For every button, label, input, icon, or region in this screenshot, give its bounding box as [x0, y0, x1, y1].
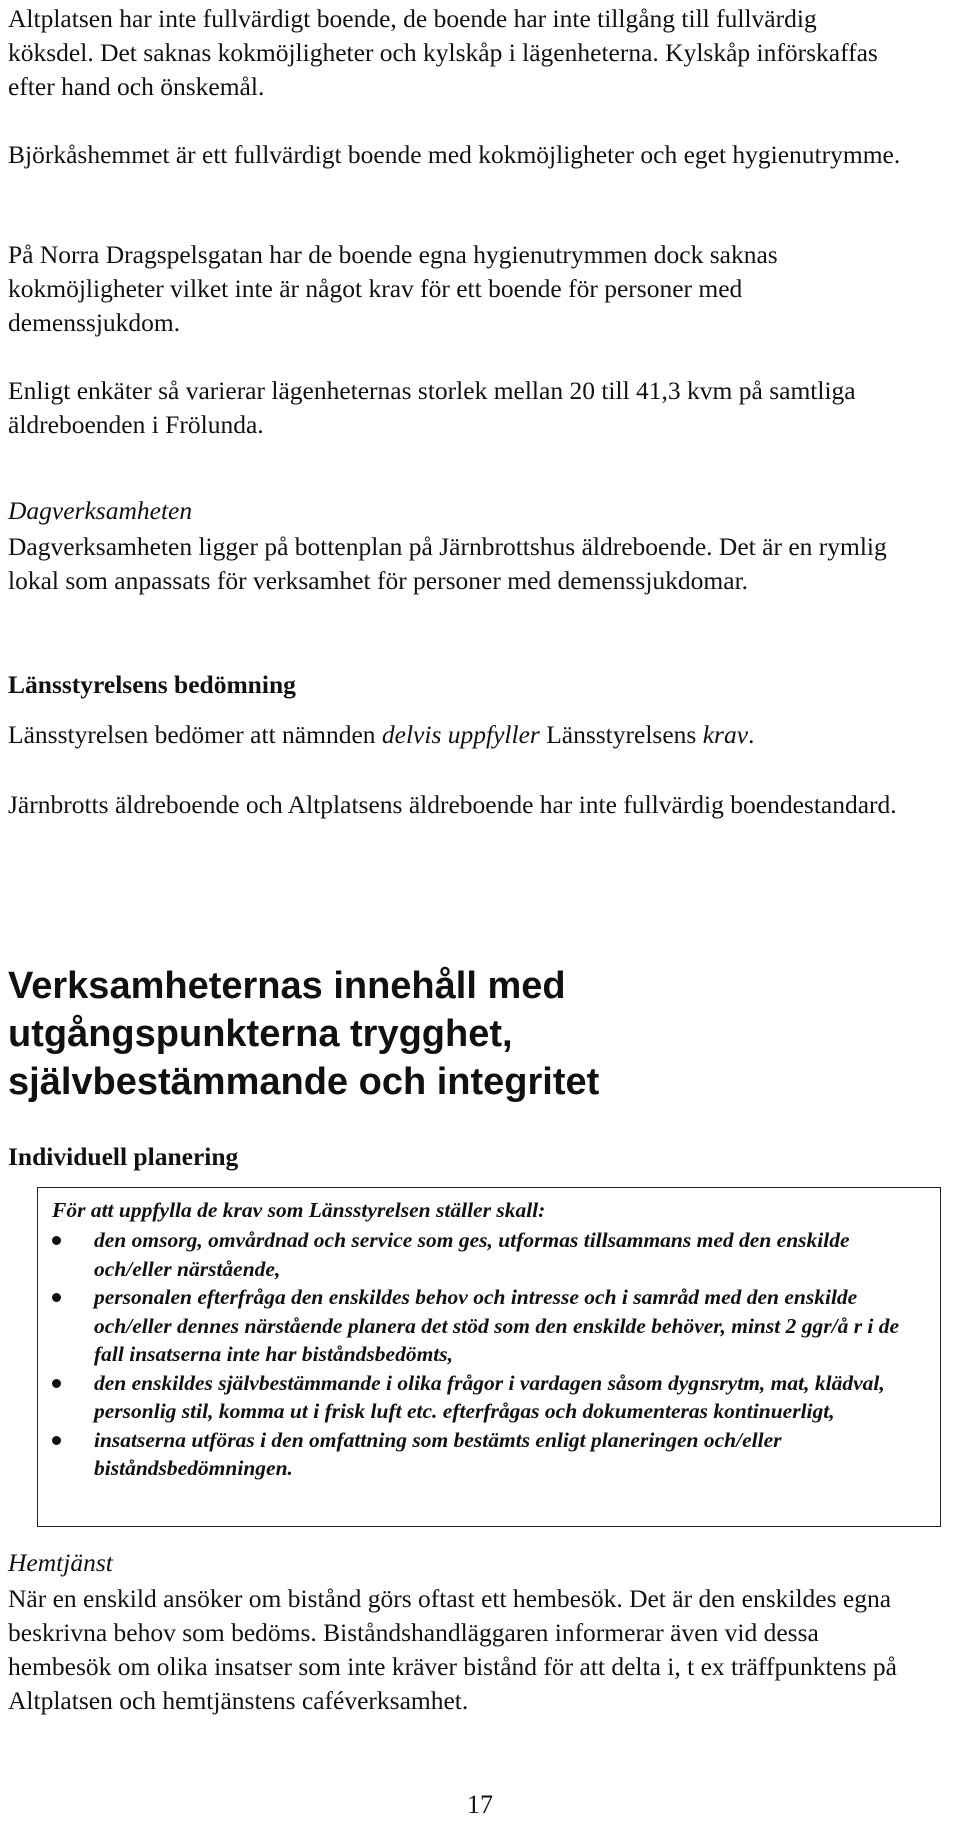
bullet-icon: [52, 1293, 61, 1302]
list-item-text: personalen efterfråga den enskildes behov och intresse och i samråd med den enskilde och/eller dennes närstående planera det stöd som den enskilde behöver, minst 2 ggr/å r i de fall insatserna inte har biståndsbedömts,: [94, 1285, 900, 1366]
bullet-icon: [52, 1436, 61, 1445]
dagverksamheten-heading: Dagverksamheten: [8, 496, 193, 525]
page-number: 17: [467, 1790, 493, 1819]
requirements-box: [37, 1187, 941, 1527]
bullet-icon: [52, 1236, 61, 1245]
dagverksamheten-paragraph: Dagverksamheten ligger på bottenplan på Järnbrottshus äldreboende. Det är en rymlig lokal som anpassats för verksamhet för personer med demenssjukdomar.: [8, 532, 887, 595]
bullet-icon: [52, 1379, 61, 1388]
paragraph-altplatsen: Altplatsen har inte fullvärdigt boende, de boende har inte tillgång till fullvärdig köksdel. Det saknas kokmöjligheter och kylskåp i lägenheterna. Kylskåp införskaffas efter hand och önskemål.: [8, 4, 878, 101]
list-item-text: insatserna utföras i den omfattning som bestämts enligt planeringen och/eller biståndsbedömningen.: [94, 1427, 782, 1480]
hemtjanst-paragraph: När en enskild ansöker om bistånd görs oftast ett hembesök. Det är den enskildes egna beskrivna behov som bedöms. Biståndshandläggaren informerar även vid dessa hembesök om olika insatser som inte kräver bistånd för att delta i, t ex träffpunktens på Altplatsen och hemtjänstens caféverksamhet.: [8, 1584, 897, 1715]
paragraph-enkater: Enligt enkäter så varierar lägenheternas storlek mellan 20 till 41,3 kvm på samtliga äldreboenden i Frölunda.: [8, 376, 856, 439]
bedomning-paragraph-2: Järnbrotts äldreboende och Altplatsens äldreboende har inte fullvärdig boendestandard.: [8, 790, 897, 819]
list-item-text: den enskildes självbestämmande i olika frågor i vardagen såsom dygnsrytm, mat, klädval, personlig stil, komma ut i frisk luft etc. efterfrågas och dokumenteras kontinuerligt,: [94, 1370, 885, 1423]
paragraph-bjorkashemmet: Björkåshemmet är ett fullvärdigt boende med kokmöjligheter och eget hygienutrymme.: [8, 140, 901, 169]
hemtjanst-heading: Hemtjänst: [8, 1548, 113, 1577]
section-title: Verksamheternas innehåll med utgångspunkterna trygghet, självbestämmande och integritet: [8, 965, 600, 1103]
list-item: [38, 1283, 940, 1369]
bedomning-text-suffix: .: [748, 720, 755, 749]
list-item: [38, 1226, 940, 1283]
list-item: [38, 1369, 940, 1426]
bedomning-emphasis-krav: krav: [702, 720, 749, 749]
requirements-box-title: För att uppfylla de krav som Länsstyrelsen ställer skall:: [52, 1198, 546, 1222]
bedomning-emphasis: delvis uppfyller: [381, 720, 540, 749]
individuell-planering-heading: Individuell planering: [8, 1142, 239, 1171]
paragraph-norra-dragspelsgatan: På Norra Dragspelsgatan har de boende egna hygienutrymmen dock saknas kokmöjligheter vilket inte är något krav för ett boende för personer med demenssjukdom.: [8, 240, 778, 337]
list-item: [38, 1426, 940, 1483]
requirements-list: [38, 1226, 940, 1483]
bedomning-text-prefix: Länsstyrelsen bedömer att nämnden: [8, 720, 382, 749]
bedomning-text-middle: Länsstyrelsens: [539, 720, 703, 749]
list-item-text: den omsorg, omvårdnad och service som ges, utformas tillsammans med den enskilde och/eller närstående,: [94, 1228, 850, 1281]
bedomning-paragraph: [8, 718, 908, 752]
bedomning-heading: Länsstyrelsens bedömning: [8, 670, 296, 699]
